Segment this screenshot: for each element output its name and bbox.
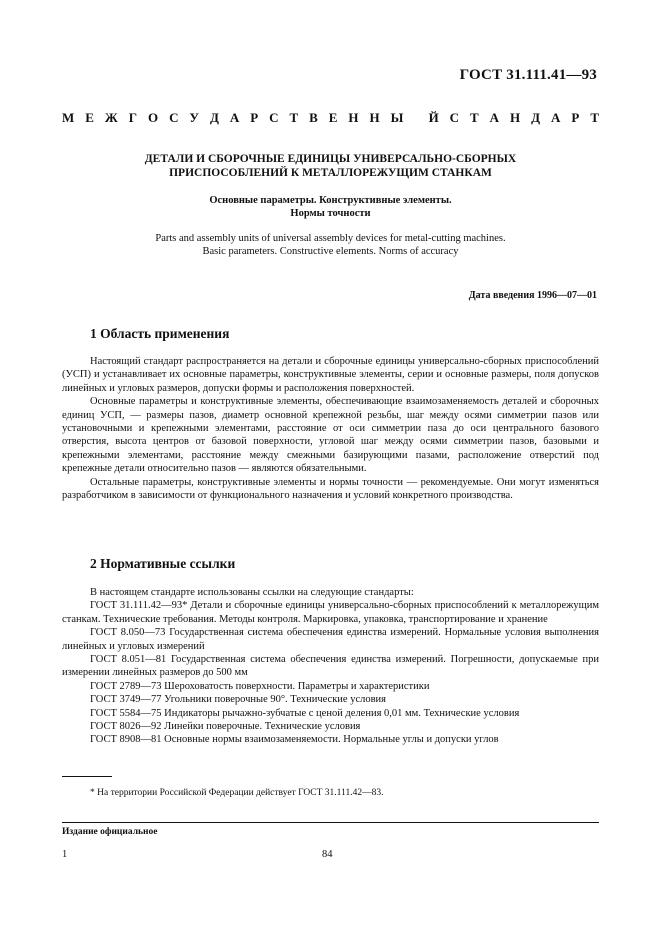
paragraph: Остальные параметры, конструктивные элементы и нормы точности — рекомендуемые. Они могут изменяться разработчиком в зависимости от функционального назначения и условий конкретного производства. [62, 476, 599, 502]
standard-type-heading [62, 110, 599, 126]
standard-type-letter: Г [128, 110, 137, 125]
english-title [62, 232, 599, 258]
standard-type-letter: Ы [390, 110, 404, 125]
reference-item: ГОСТ 2789—73 Шероховатость поверхности. Параметры и характеристики [90, 680, 430, 692]
standard-type-letter: В [309, 110, 318, 125]
edition-label: Издание официальное [62, 827, 158, 837]
word-gap [414, 110, 417, 126]
introduction-date: Дата введения 1996—07—01 [468, 290, 597, 301]
footnote-divider [62, 776, 112, 777]
reference-item: ГОСТ 5584—75 Индикаторы рычажно-зубчатые с ценой деления 0,01 мм. Технические условия [90, 707, 520, 719]
standard-type-letter: С [269, 110, 279, 125]
reference-item: ГОСТ 8.051—81 Государственная система обеспечения единства измерений. Погрешности, допускаемые при измерении линейных размеров до 500 мм [62, 654, 599, 679]
standard-type-letter: Н [369, 110, 380, 125]
english-title-line: Parts and assembly units of universal assembly devices for metal-cutting machines. [155, 233, 506, 244]
reference-item: ГОСТ 3749—77 Угольники поверочные 90°. Технические условия [90, 694, 387, 706]
title-line: ПРИСПОСОБЛЕНИЙ К МЕТАЛЛОРЕЖУЩИМ СТАНКАМ [169, 167, 492, 179]
english-title-line: Basic parameters. Constructive elements. Norms of accuracy [202, 246, 459, 257]
document-subtitle [62, 194, 599, 220]
standard-type-letter: Й [428, 110, 439, 125]
standard-type-letter: Т [590, 110, 599, 125]
section-body [62, 586, 599, 747]
document-code: ГОСТ 31.111.41—93 [459, 67, 597, 83]
standard-type-letter: У [189, 110, 199, 125]
subtitle-line: Нормы точности [290, 208, 371, 219]
standard-type-letter: Ж [104, 110, 118, 125]
reference-item: ГОСТ 8.050—73 Государственная система обеспечения единства измерений. Нормальные условия выполнения линейных и угловых измерений [62, 627, 599, 652]
standard-type-letter: О [147, 110, 159, 125]
standard-type-letter: С [169, 110, 179, 125]
paragraph: В настоящем стандарте использованы ссылки на следующие стандарты: [90, 587, 414, 598]
standard-type-letter: С [449, 110, 460, 125]
subtitle-line: Основные параметры. Конструктивные элементы. [209, 195, 452, 206]
standard-type-letter: Е [85, 110, 94, 125]
standard-type-letter: Д [531, 110, 541, 125]
standard-type-letter: А [551, 110, 561, 125]
standard-type-letter: Т [289, 110, 299, 125]
paragraph: Настоящий стандарт распространяется на детали и сборочные единицы универсально-сборных приспособлений (УСП) и устанавливает их основные параметры, конструктивные элементы, серии и основные размеры, поля допусков линейных и угловых размеров, допуски формы и расположения поверхностей. [62, 356, 599, 394]
standard-type-letter: Н [510, 110, 521, 125]
standard-type-letter: Н [348, 110, 359, 125]
section-heading: 2 Нормативные ссылки [90, 556, 236, 571]
footer-divider [62, 822, 599, 823]
sheet-number: 1 [62, 849, 68, 860]
page-number: 84 [322, 849, 333, 860]
standard-type-letter: Р [250, 110, 259, 125]
section-heading: 1 Область применения [90, 326, 230, 341]
standard-type-letter: Р [571, 110, 580, 125]
standard-type-letter: А [229, 110, 240, 125]
standard-type-letter: Д [209, 110, 219, 125]
document-title [62, 152, 599, 180]
footnote: * На территории Российской Федерации действует ГОСТ 31.111.42—83. [90, 788, 384, 798]
section-body [62, 355, 599, 502]
reference-item: ГОСТ 31.111.42—93* Детали и сборочные единицы универсально-сборных приспособлений к металлорежущим станкам. Технические требования. Методы контроля. Маркировка, упаковка, транспортирование и хранение [62, 600, 599, 625]
standard-type-letter: А [489, 110, 500, 125]
paragraph: Основные параметры и конструктивные элементы, обеспечивающие взаимозаменяемость деталей и сборочных единиц УСП, — размеры пазов, диаметр основной крепежной резьбы, шаг между осями симметрии пазов или установочными и крепежными элементами, расстояние от оси симметрии паза до оси центрального базового отверстия, высота центров от базовой поверхности, угловой шаг между осями симметрии пазов, базовыми и крепежными элементами, расстояние между смежными базирующими пазами, расположение отверстий под крепежные детали относительно пазов — являются обязательными. [62, 396, 599, 475]
standard-type-letter: М [62, 110, 75, 125]
reference-item: ГОСТ 8908—81 Основные нормы взаимозаменяемости. Нормальные углы и допуски углов [90, 734, 499, 746]
title-line: ДЕТАЛИ И СБОРОЧНЫЕ ЕДИНИЦЫ УНИВЕРСАЛЬНО-СБОРНЫХ [144, 153, 517, 165]
standard-type-letter: Е [328, 110, 338, 125]
standard-type-letter: Т [470, 110, 479, 125]
reference-item: ГОСТ 8026—92 Линейки поверочные. Технические условия [90, 721, 361, 733]
